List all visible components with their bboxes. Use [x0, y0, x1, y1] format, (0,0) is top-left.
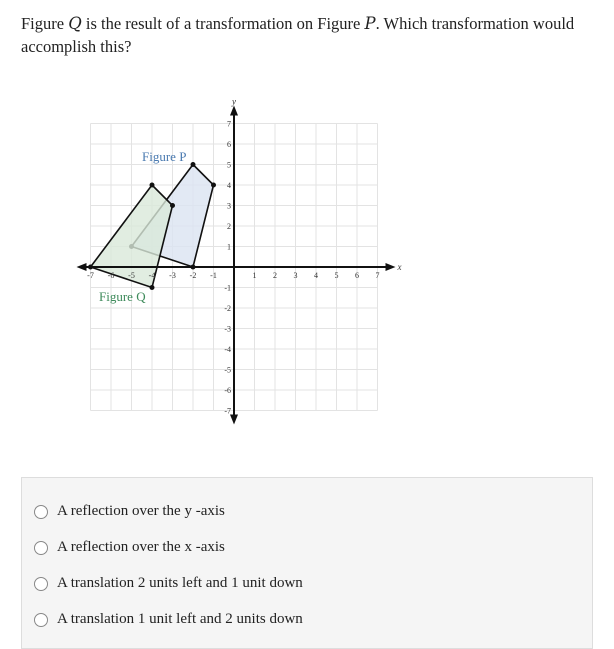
y-tick-label: -6	[224, 386, 231, 395]
x-tick-label: 3	[293, 271, 298, 280]
y-tick-label: -1	[224, 283, 231, 293]
option-label: A translation 2 units left and 1 unit down	[57, 575, 303, 591]
x-tick-label: -6	[107, 271, 115, 280]
y-tick-label: -7	[224, 406, 231, 416]
q-var-p: P	[364, 14, 376, 33]
x-tick-label: -3	[169, 271, 176, 280]
y-arrow-icon	[230, 106, 238, 116]
y-tick-label: 6	[227, 140, 231, 149]
y-tick-label: -3	[224, 324, 231, 334]
x-tick-label: -7	[87, 271, 94, 280]
x-axis-label: x	[397, 262, 402, 272]
q-text-1: Figure	[21, 14, 69, 33]
y-tick-label: 4	[227, 181, 231, 190]
radio-button[interactable]	[34, 577, 48, 591]
y-tick-label: -4	[224, 345, 231, 354]
x-tick-label: 6	[355, 271, 359, 280]
radio-button[interactable]	[34, 613, 48, 627]
option-2[interactable]	[34, 539, 225, 556]
x-arrow-left-icon	[77, 263, 87, 271]
x-tick-label: 1	[252, 271, 257, 280]
y-tick-label: 7	[227, 119, 231, 129]
option-label: A translation 1 unit left and 2 units down	[57, 611, 303, 627]
radio-button[interactable]	[34, 505, 48, 519]
y-tick-label: 2	[227, 222, 231, 231]
q-text-2: is the result of a transformation on Figure	[81, 14, 365, 33]
option-3[interactable]	[34, 575, 303, 592]
y-tick-label: 1	[227, 242, 231, 252]
y-tick-label: 5	[227, 160, 231, 170]
option-label: A reflection over the y -axis	[57, 503, 225, 519]
figure-q-label: Figure Q	[99, 289, 146, 304]
q-text-3: . Which transformation would accomplish this?	[21, 14, 575, 56]
y-arrow-down-icon	[230, 415, 238, 425]
x-tick-label: -4	[148, 271, 156, 280]
x-tick-label: 4	[314, 271, 318, 280]
radio-button[interactable]	[34, 541, 48, 555]
x-tick-label: -5	[128, 271, 135, 280]
option-label: A reflection over the x -axis	[57, 539, 225, 555]
y-tick-label: 3	[227, 201, 231, 211]
figure-p-vertex	[191, 162, 196, 167]
option-4[interactable]	[34, 611, 303, 628]
q-var-q: Q	[68, 14, 82, 33]
x-tick-label: 7	[375, 271, 380, 280]
x-tick-label: -2	[189, 271, 197, 280]
figure-q-vertex	[150, 183, 155, 188]
y-tick-label: -5	[224, 365, 231, 375]
figure-q-vertex	[170, 203, 175, 208]
answer-options	[21, 477, 593, 649]
x-tick-label: 5	[334, 271, 339, 280]
x-arrow-icon	[386, 263, 396, 271]
figure-q-vertex	[150, 285, 155, 290]
x-tick-label: 2	[273, 271, 277, 280]
y-tick-label: -2	[224, 304, 231, 313]
y-axis-label: y	[232, 96, 236, 107]
figure-p-label: Figure P	[142, 149, 187, 164]
figure-p-vertex	[211, 183, 216, 188]
x-tick-label: -1	[210, 271, 217, 280]
option-1[interactable]	[34, 503, 225, 520]
